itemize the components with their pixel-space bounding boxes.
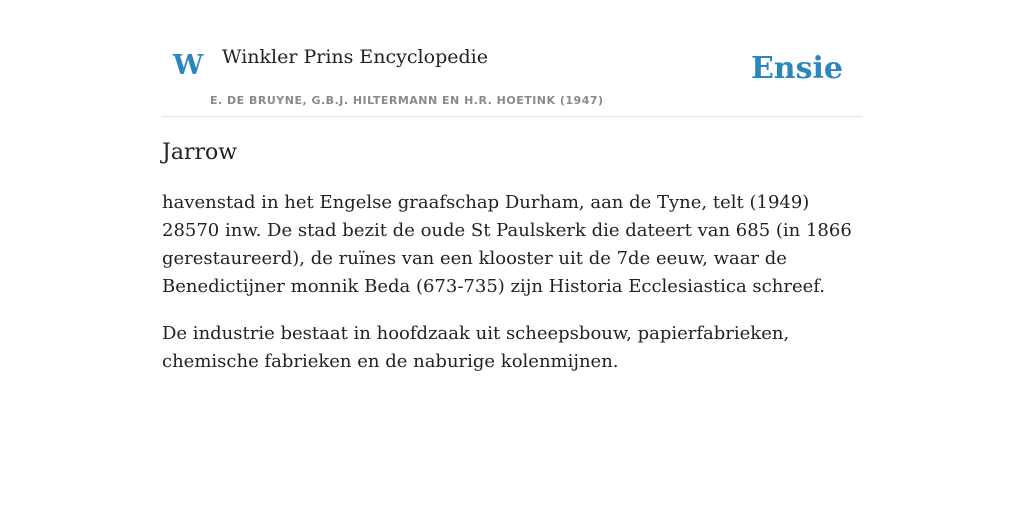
winkler-prins-logo[interactable]: W: [173, 50, 204, 81]
publication-title[interactable]: Winkler Prins Encyclopedie: [222, 46, 488, 68]
ensie-logo-link[interactable]: Ensie: [750, 51, 843, 86]
article-paragraph: havenstad in het Engelse graafschap Durham, aan de Tyne, telt (1949) 28570 inw. De stad bezit de oude St Paulskerk die dateert van 685 (in 1866 gerestaureerd), de ruïnes van een klooster uit de 7de eeuw, waar de Benedictijner monnik Beda (673-735) zijn Historia Ecclesiastica schreef.: [162, 192, 852, 298]
article-title: Jarrow: [162, 140, 238, 165]
publication-authors: E. DE BRUYNE, G.B.J. HILTERMANN EN H.R. HOETINK (1947): [210, 94, 604, 107]
encyclopedia-header: [162, 0, 862, 117]
article-paragraph: De industrie bestaat in hoofdzaak uit scheepsbouw, papierfabrieken, chemische fabrieken en de naburige kolenmijnen.: [162, 323, 790, 373]
article: [162, 140, 862, 376]
